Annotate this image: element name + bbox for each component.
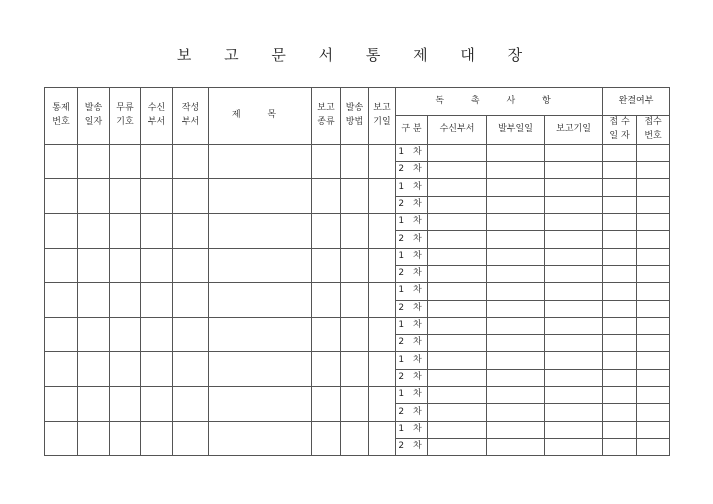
round-label: 2 차 [396, 438, 428, 455]
entry-cell[interactable] [428, 265, 487, 282]
entry-cell[interactable] [487, 421, 545, 438]
table-row [45, 248, 670, 265]
entry-cell[interactable] [545, 248, 603, 265]
entry-cell[interactable] [209, 179, 312, 214]
round-label: 2 차 [396, 162, 428, 179]
entry-cell[interactable] [209, 248, 312, 283]
entry-cell[interactable] [637, 283, 670, 300]
entry-cell[interactable] [428, 179, 487, 196]
entry-cell[interactable] [603, 317, 637, 334]
entry-cell[interactable] [428, 162, 487, 179]
entry-cell[interactable] [78, 144, 110, 179]
entry-cell[interactable] [173, 317, 209, 352]
entry-cell[interactable] [45, 317, 78, 352]
entry-cell[interactable] [603, 438, 637, 455]
round-label: 2 차 [396, 196, 428, 213]
entry-cell[interactable] [545, 283, 603, 300]
round-label: 2 차 [396, 231, 428, 248]
header-author-dept: 작성 부서 [173, 88, 209, 145]
header-urge-recv-dept: 수신부서 [428, 116, 487, 145]
entry-cell[interactable] [487, 387, 545, 404]
entry-cell[interactable] [45, 352, 78, 387]
entry-cell[interactable] [78, 283, 110, 318]
entry-cell[interactable] [637, 387, 670, 404]
entry-cell[interactable] [545, 387, 603, 404]
entry-cell[interactable] [545, 231, 603, 248]
entry-cell[interactable] [78, 352, 110, 387]
header-division: 구 분 [396, 116, 428, 145]
table-row [45, 387, 670, 404]
entry-cell[interactable] [341, 317, 369, 352]
entry-cell[interactable] [312, 144, 341, 179]
entry-cell[interactable] [173, 283, 209, 318]
entry-cell[interactable] [45, 144, 78, 179]
entry-cell[interactable] [603, 179, 637, 196]
round-label: 1 차 [396, 214, 428, 231]
entry-cell[interactable] [428, 300, 487, 317]
entry-cell[interactable] [141, 179, 173, 214]
round-label: 1 차 [396, 248, 428, 265]
entry-cell[interactable] [545, 162, 603, 179]
entry-cell[interactable] [78, 248, 110, 283]
entry-cell[interactable] [110, 214, 141, 249]
entry-cell[interactable] [603, 387, 637, 404]
control-ledger-table [44, 87, 670, 456]
entry-cell[interactable] [603, 369, 637, 386]
entry-cell[interactable] [173, 214, 209, 249]
entry-cell[interactable] [545, 196, 603, 213]
entry-cell[interactable] [637, 421, 670, 438]
entry-cell[interactable] [487, 214, 545, 231]
entry-cell[interactable] [341, 387, 369, 422]
entry-cell[interactable] [487, 248, 545, 265]
entry-cell[interactable] [110, 144, 141, 179]
table-row [45, 214, 670, 231]
entry-cell[interactable] [78, 421, 110, 456]
entry-cell[interactable] [487, 196, 545, 213]
entry-cell[interactable] [545, 352, 603, 369]
entry-cell[interactable] [545, 179, 603, 196]
entry-cell[interactable] [487, 369, 545, 386]
entry-cell[interactable] [603, 144, 637, 161]
entry-cell[interactable] [173, 248, 209, 283]
entry-cell[interactable] [341, 421, 369, 456]
entry-cell[interactable] [637, 317, 670, 334]
entry-cell[interactable] [428, 283, 487, 300]
entry-cell[interactable] [637, 265, 670, 282]
entry-cell[interactable] [545, 214, 603, 231]
entry-cell[interactable] [428, 196, 487, 213]
entry-cell[interactable] [545, 144, 603, 161]
entry-cell[interactable] [603, 404, 637, 421]
entry-cell[interactable] [428, 231, 487, 248]
entry-cell[interactable] [209, 144, 312, 179]
entry-cell[interactable] [312, 179, 341, 214]
entry-cell[interactable] [369, 214, 396, 249]
header-urge-issue-date: 발부일일 [487, 116, 545, 145]
entry-cell[interactable] [545, 438, 603, 455]
entry-cell[interactable] [341, 214, 369, 249]
entry-cell[interactable] [428, 248, 487, 265]
entry-cell[interactable] [45, 214, 78, 249]
entry-cell[interactable] [173, 144, 209, 179]
entry-cell[interactable] [173, 179, 209, 214]
entry-cell[interactable] [141, 421, 173, 456]
entry-cell[interactable] [110, 352, 141, 387]
round-label: 1 차 [396, 283, 428, 300]
entry-cell[interactable] [78, 317, 110, 352]
entry-cell[interactable] [369, 144, 396, 179]
entry-cell[interactable] [428, 317, 487, 334]
entry-cell[interactable] [341, 248, 369, 283]
entry-cell[interactable] [545, 317, 603, 334]
entry-cell[interactable] [369, 179, 396, 214]
entry-cell[interactable] [369, 352, 396, 387]
entry-cell[interactable] [637, 404, 670, 421]
entry-cell[interactable] [110, 179, 141, 214]
entry-cell[interactable] [603, 335, 637, 352]
header-report-type: 보고 종류 [312, 88, 341, 145]
header-completion: 완결여부 [603, 88, 670, 116]
entry-cell[interactable] [637, 214, 670, 231]
entry-cell[interactable] [637, 438, 670, 455]
entry-cell[interactable] [545, 265, 603, 282]
entry-cell[interactable] [78, 214, 110, 249]
entry-cell[interactable] [603, 265, 637, 282]
entry-cell[interactable] [637, 248, 670, 265]
entry-cell[interactable] [45, 421, 78, 456]
entry-cell[interactable] [209, 283, 312, 318]
entry-cell[interactable] [603, 283, 637, 300]
entry-cell[interactable] [487, 179, 545, 196]
entry-cell[interactable] [141, 283, 173, 318]
header-urge-items: 독 촉 사 항 [396, 88, 603, 116]
entry-cell[interactable] [428, 214, 487, 231]
entry-cell[interactable] [428, 438, 487, 455]
entry-cell[interactable] [487, 335, 545, 352]
header-receipt-no: 접수 번호 [637, 116, 670, 145]
entry-cell[interactable] [141, 248, 173, 283]
entry-cell[interactable] [110, 283, 141, 318]
entry-cell[interactable] [369, 317, 396, 352]
entry-cell[interactable] [428, 369, 487, 386]
entry-cell[interactable] [487, 265, 545, 282]
entry-cell[interactable] [312, 352, 341, 387]
entry-cell[interactable] [369, 421, 396, 456]
entry-cell[interactable] [545, 369, 603, 386]
round-label: 2 차 [396, 300, 428, 317]
entry-cell[interactable] [487, 231, 545, 248]
entry-cell[interactable] [428, 404, 487, 421]
entry-cell[interactable] [487, 317, 545, 334]
table-row [45, 317, 670, 334]
round-label: 1 차 [396, 179, 428, 196]
entry-cell[interactable] [173, 421, 209, 456]
entry-cell[interactable] [141, 352, 173, 387]
entry-cell[interactable] [173, 387, 209, 422]
entry-cell[interactable] [110, 421, 141, 456]
round-label: 1 차 [396, 421, 428, 438]
entry-cell[interactable] [141, 387, 173, 422]
entry-cell[interactable] [637, 300, 670, 317]
entry-cell[interactable] [45, 179, 78, 214]
entry-cell[interactable] [209, 214, 312, 249]
entry-cell[interactable] [637, 162, 670, 179]
entry-cell[interactable] [487, 352, 545, 369]
entry-cell[interactable] [78, 179, 110, 214]
entry-cell[interactable] [487, 162, 545, 179]
entry-cell[interactable] [369, 387, 396, 422]
entry-cell[interactable] [341, 352, 369, 387]
entry-cell[interactable] [110, 248, 141, 283]
entry-cell[interactable] [312, 387, 341, 422]
round-label: 2 차 [396, 335, 428, 352]
entry-cell[interactable] [637, 231, 670, 248]
entry-cell[interactable] [110, 387, 141, 422]
header-send-method: 발송 방법 [341, 88, 369, 145]
table-row [45, 179, 670, 196]
table-row [45, 421, 670, 438]
entry-cell[interactable] [487, 438, 545, 455]
entry-cell[interactable] [209, 317, 312, 352]
entry-cell[interactable] [141, 317, 173, 352]
entry-cell[interactable] [603, 248, 637, 265]
entry-cell[interactable] [341, 283, 369, 318]
table-row [45, 283, 670, 300]
entry-cell[interactable] [312, 421, 341, 456]
page-title: 보 고 문 서 통 제 대 장 [176, 46, 537, 64]
entry-cell[interactable] [603, 231, 637, 248]
entry-cell[interactable] [487, 404, 545, 421]
entry-cell[interactable] [545, 335, 603, 352]
header-recv-dept: 수신 부서 [141, 88, 173, 145]
entry-cell[interactable] [428, 352, 487, 369]
entry-cell[interactable] [45, 248, 78, 283]
round-label: 1 차 [396, 317, 428, 334]
entry-cell[interactable] [173, 352, 209, 387]
entry-cell[interactable] [545, 421, 603, 438]
round-label: 1 차 [396, 144, 428, 161]
entry-cell[interactable] [341, 144, 369, 179]
table-row [45, 144, 670, 161]
entry-cell[interactable] [209, 387, 312, 422]
entry-cell[interactable] [312, 283, 341, 318]
round-label: 2 차 [396, 369, 428, 386]
entry-cell[interactable] [141, 214, 173, 249]
entry-cell[interactable] [637, 196, 670, 213]
header-row-1 [45, 88, 670, 116]
header-subject: 제 목 [209, 88, 312, 145]
header-issue-date: 발송 일자 [78, 88, 110, 145]
entry-cell[interactable] [603, 196, 637, 213]
entry-cell[interactable] [603, 421, 637, 438]
entry-cell[interactable] [428, 387, 487, 404]
entry-cell[interactable] [637, 144, 670, 161]
entry-cell[interactable] [209, 352, 312, 387]
entry-cell[interactable] [110, 317, 141, 352]
entry-cell[interactable] [487, 144, 545, 161]
entry-cell[interactable] [312, 214, 341, 249]
entry-cell[interactable] [45, 387, 78, 422]
entry-cell[interactable] [637, 179, 670, 196]
entry-cell[interactable] [341, 179, 369, 214]
round-label: 1 차 [396, 352, 428, 369]
entry-cell[interactable] [603, 352, 637, 369]
header-control-no: 통제 번호 [45, 88, 78, 145]
entry-cell[interactable] [369, 248, 396, 283]
table-row [45, 352, 670, 369]
round-label: 2 차 [396, 404, 428, 421]
entry-cell[interactable] [637, 369, 670, 386]
entry-cell[interactable] [369, 283, 396, 318]
entry-cell[interactable] [428, 335, 487, 352]
entry-cell[interactable] [209, 421, 312, 456]
entry-cell[interactable] [45, 283, 78, 318]
entry-cell[interactable] [78, 387, 110, 422]
header-class-code: 무류 기호 [110, 88, 141, 145]
header-receipt-date: 접 수 일 자 [603, 116, 637, 145]
entry-cell[interactable] [637, 335, 670, 352]
entry-cell[interactable] [312, 248, 341, 283]
entry-cell[interactable] [312, 317, 341, 352]
entry-cell[interactable] [603, 162, 637, 179]
entry-cell[interactable] [487, 283, 545, 300]
header-report-deadline: 보고 기일 [369, 88, 396, 145]
entry-cell[interactable] [545, 404, 603, 421]
round-label: 2 차 [396, 265, 428, 282]
header-urge-report-deadline: 보고기일 [545, 116, 603, 145]
entry-cell[interactable] [428, 144, 487, 161]
entry-cell[interactable] [141, 144, 173, 179]
entry-cell[interactable] [603, 300, 637, 317]
entry-cell[interactable] [637, 352, 670, 369]
entry-cell[interactable] [545, 300, 603, 317]
round-label: 1 차 [396, 387, 428, 404]
entry-cell[interactable] [428, 421, 487, 438]
entry-cell[interactable] [603, 214, 637, 231]
entry-cell[interactable] [487, 300, 545, 317]
